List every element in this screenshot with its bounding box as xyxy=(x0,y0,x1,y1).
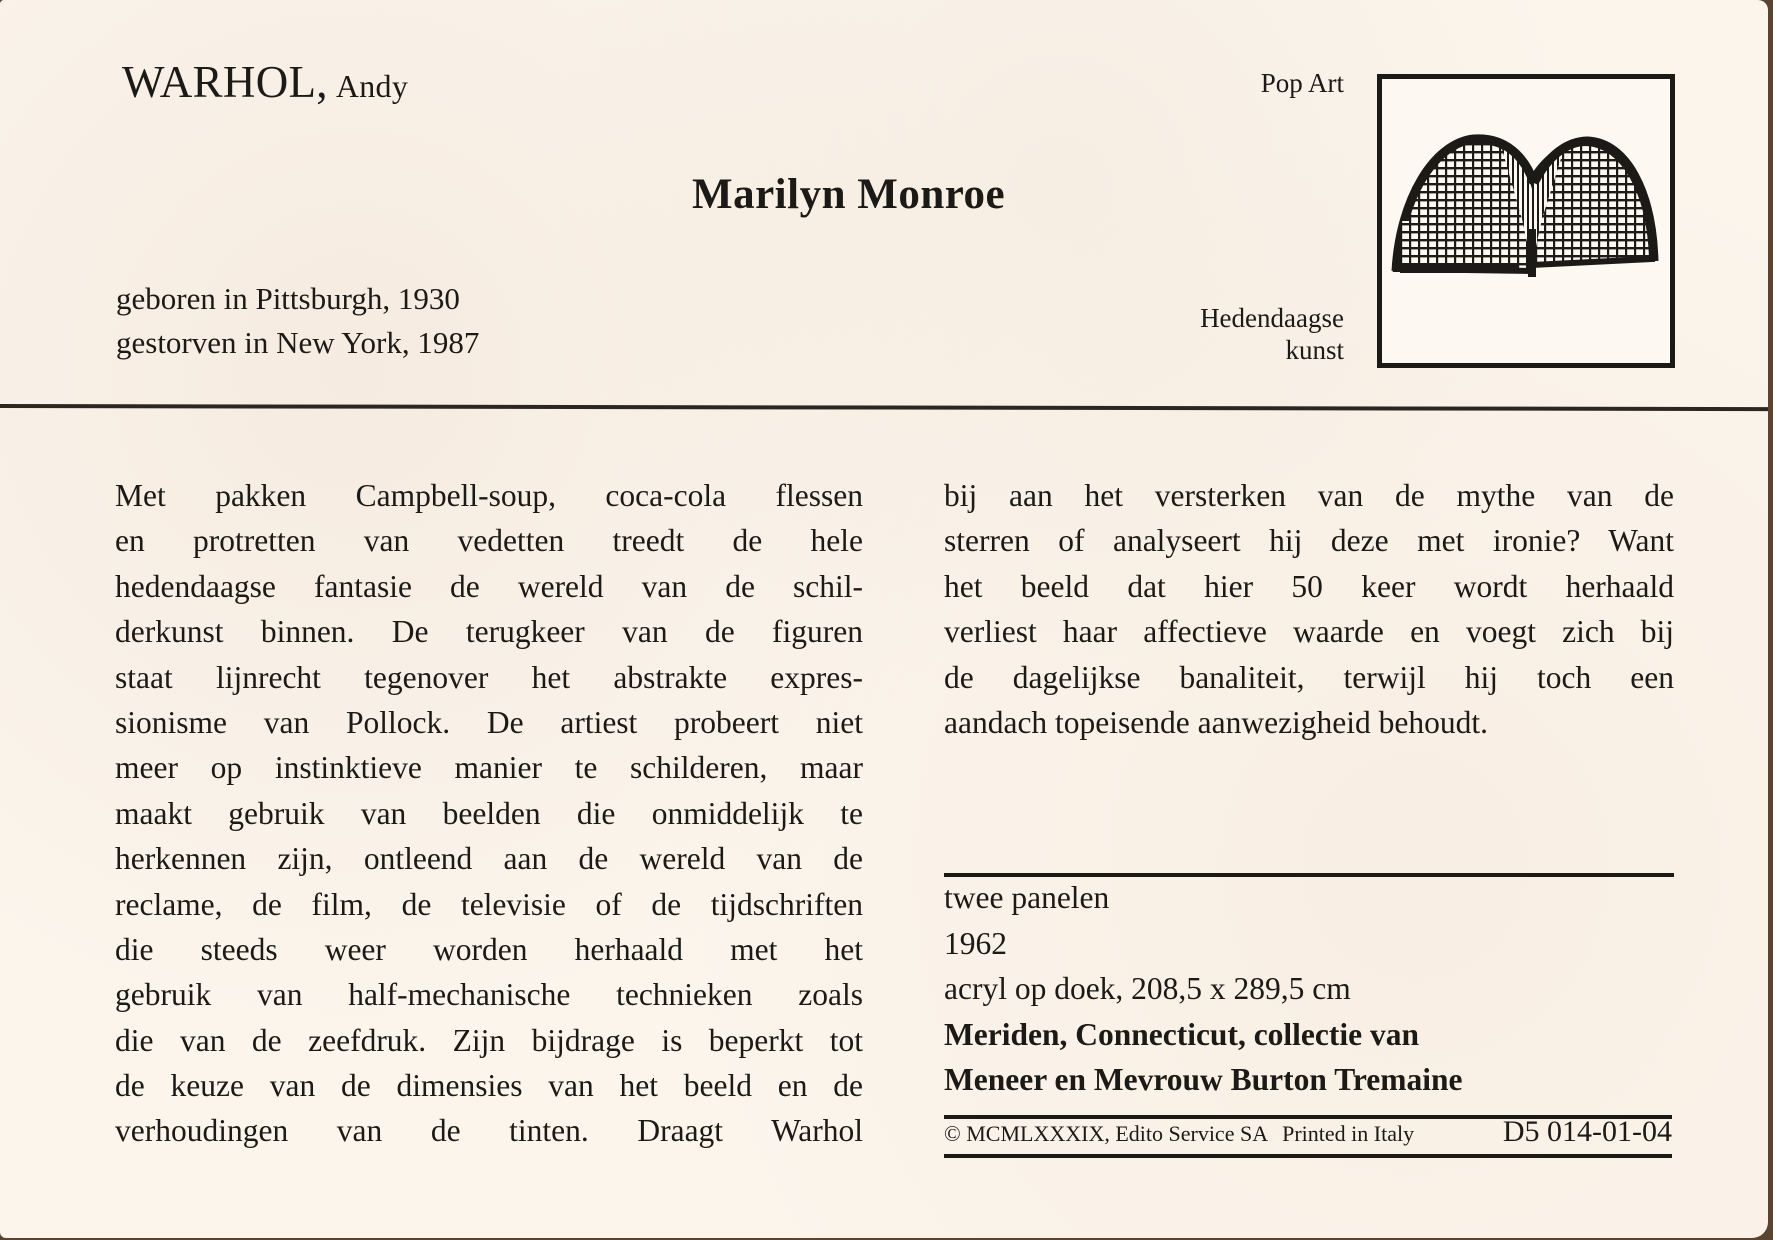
description-line: derkunst binnen. De terugkeer van de figuren xyxy=(115,614,863,650)
period-label-line1: Hedendaagse xyxy=(1200,303,1344,333)
birth-info: geboren in Pittsburgh, 1930 xyxy=(116,281,460,316)
arched-building-emblem-icon xyxy=(1382,79,1670,363)
artist-surname: WARHOL, xyxy=(122,57,328,107)
style-label: Pop Art xyxy=(1260,68,1344,98)
card-code: D5 014-01-04 xyxy=(1502,1115,1672,1148)
printed-in: Printed in Italy xyxy=(1282,1121,1415,1146)
description-line: reclame, de film, de televisie of de tijdschriften xyxy=(115,886,863,922)
artwork-title: Marilyn Monroe xyxy=(692,171,1006,218)
description-line: bij aan het versterken van de mythe van de xyxy=(944,478,1674,513)
artwork-medium: acryl op doek, 208,5 x 289,5 cm xyxy=(944,971,1351,1006)
period-label-line2: kunst xyxy=(1285,335,1344,365)
copyright-notice: © MCMLXXXIX, Edito Service SA xyxy=(944,1121,1269,1146)
description-line: gebruik van half-mechanische technieken zoals xyxy=(115,977,863,1013)
description-line: verliest haar affectieve waarde en voegt zich bij xyxy=(944,614,1674,650)
description-column-right xyxy=(944,473,1674,745)
artwork-format: twee panelen xyxy=(944,880,1110,915)
artwork-year: 1962 xyxy=(944,925,1007,961)
description-line: sterren of analyseert hij deze met ironie? Want xyxy=(944,523,1674,559)
description-line: de dagelijkse banaliteit, terwijl hij toch een xyxy=(944,659,1674,695)
description-line: hedendaagse fantasie de wereld van de schil- xyxy=(115,568,863,604)
description-line: meer op instinktieve manier te schilderen, maar xyxy=(115,750,863,786)
artwork-collection-line1: Meriden, Connecticut, collectie van xyxy=(944,1016,1420,1052)
description-line: de keuze van de dimensies van het beeld en de xyxy=(115,1068,863,1104)
description-line: verhoudingen van de tinten. Draagt Warhol xyxy=(115,1113,863,1149)
category-emblem xyxy=(1377,74,1675,368)
artwork-collection-line2: Meneer en Mevrouw Burton Tremaine xyxy=(944,1062,1463,1097)
description-line: staat lijnrecht tegenover het abstrakte expres- xyxy=(115,659,863,695)
description-line: herkennen zijn, ontleend aan de wereld van de xyxy=(115,841,863,877)
death-info: gestorven in New York, 1987 xyxy=(116,325,480,360)
description-column-left xyxy=(115,473,863,1154)
publisher-footer xyxy=(944,1115,1672,1148)
artist-bio xyxy=(116,277,479,365)
description-line: aandach topeisende aanwezigheid behoudt. xyxy=(944,704,1489,740)
footer-bottom-rule xyxy=(944,1154,1672,1158)
description-line: het beeld dat hier 50 keer wordt herhaald xyxy=(944,568,1674,604)
artwork-details xyxy=(944,875,1463,1103)
header-divider xyxy=(0,404,1768,411)
artist-given-name: Andy xyxy=(335,68,409,104)
description-line: die van de zeefdruk. Zijn bijdrage is beperkt tot xyxy=(115,1022,863,1058)
description-line: Met pakken Campbell-soup, coca-cola flessen xyxy=(115,478,863,513)
description-line: en protretten van vedetten treedt de hele xyxy=(115,523,863,559)
description-line: maakt gebruik van beelden die onmiddelijk te xyxy=(115,795,863,831)
period-label xyxy=(1200,302,1344,366)
description-line: die steeds weer worden herhaald met het xyxy=(115,931,863,967)
artist-name xyxy=(122,56,408,108)
description-line: sionisme van Pollock. De artiest probeert niet xyxy=(115,704,863,740)
